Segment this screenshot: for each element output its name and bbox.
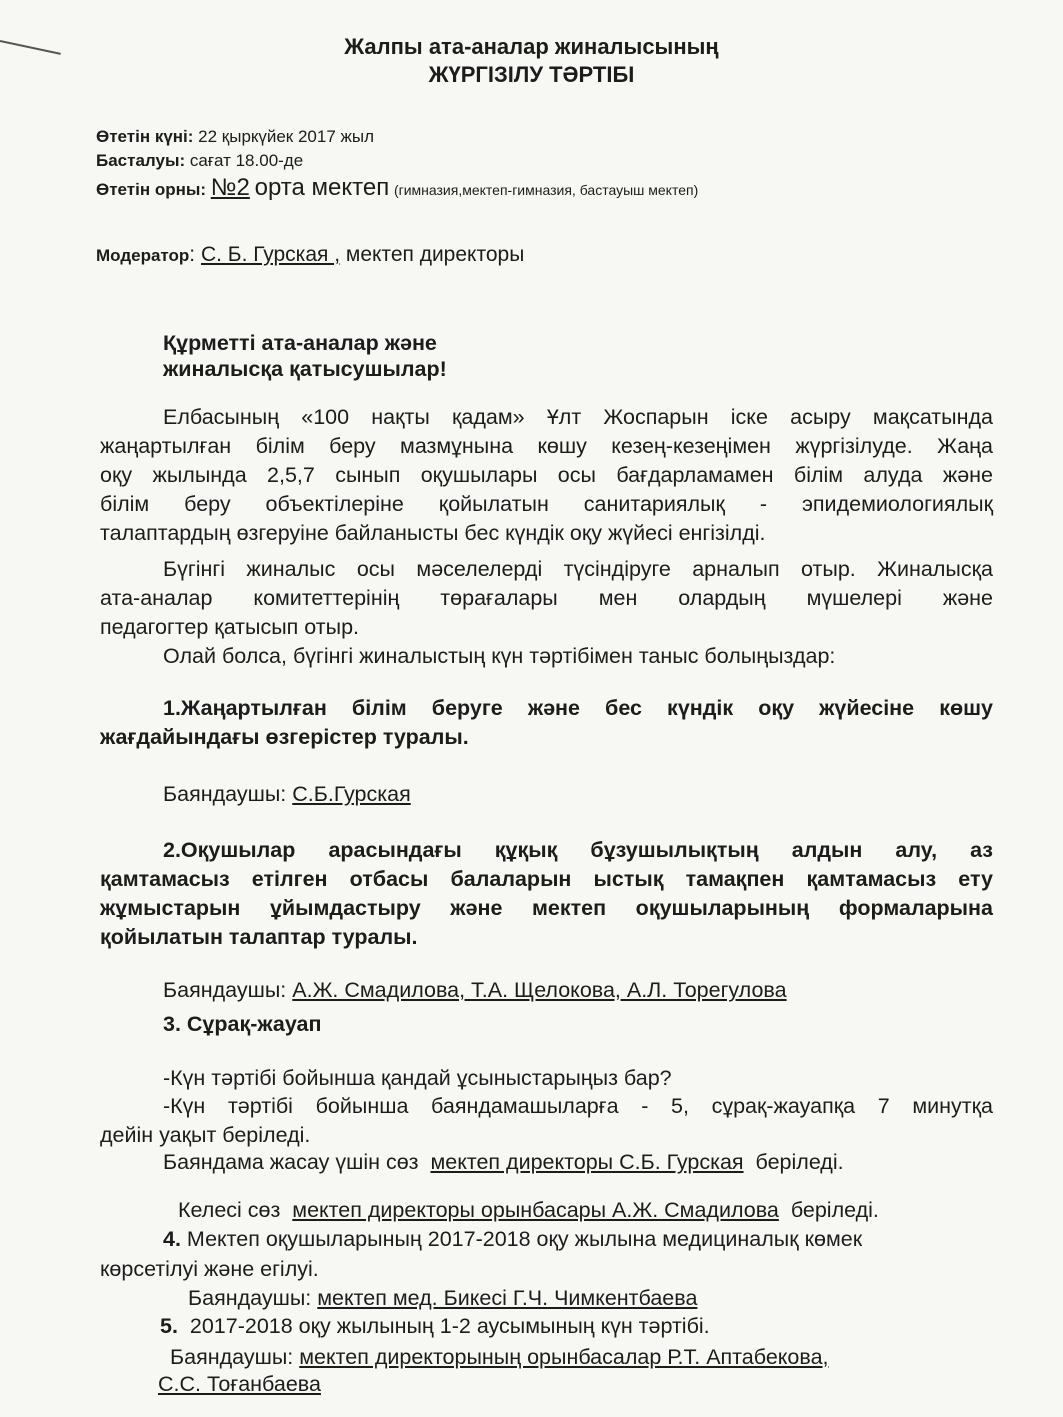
- item2-line4: қойылатын талаптар туралы.: [100, 925, 418, 949]
- report-post: беріледі.: [755, 1150, 844, 1174]
- item5-speaker: [170, 1345, 829, 1370]
- intro-line-4: білім беру объектілеріне қойылатын санитариялық - эпидемиологиялық: [100, 492, 993, 516]
- start-label: Басталуы:: [96, 151, 186, 170]
- intro-line-8: педагогтер қатысып отыр.: [100, 615, 360, 639]
- item1-line2: жағдайындағы өзгерістер туралы.: [100, 725, 469, 749]
- date-label: Өтетін күні:: [96, 127, 194, 146]
- item1-line1: 1.Жаңартылған білім беруге және бес күндік оқу жүйесіне көшу: [163, 696, 993, 720]
- item2-speaker-names: А.Ж. Смадилова, Т.А. Щелокова, А.Л. Торегулова: [292, 978, 787, 1002]
- intro-line-7: ата-аналар комитеттерінің төрағалары мен олардың мүшелері және: [100, 586, 993, 610]
- moderator-colon: :: [189, 243, 196, 266]
- report-speaker: мектеп директоры С.Б. Гурская: [430, 1150, 744, 1174]
- item2-line3: жұмыстарын ұйымдастыру және мектеп оқушыларының формаларына: [100, 896, 993, 920]
- item5-number: 5.: [160, 1314, 178, 1338]
- item4-text: Мектеп оқушыларының 2017-2018 оқу жылына медициналық көмек: [186, 1227, 863, 1251]
- item1-speaker-name: С.Б.Гурская: [292, 782, 411, 806]
- intro-line-2: жаңартылған білім беру мазмұнына көшу кезең-кезеңімен жүргізілуде. Жаңа: [100, 434, 993, 458]
- item5-line1: [160, 1314, 710, 1339]
- item2-line1: 2.Оқушылар арасындағы құқық бұзушылықтың алдын алу, аз: [163, 838, 993, 862]
- moderator-name: С. Б. Гурская ,: [200, 243, 341, 266]
- item5-speaker-line2: С.С. Тоғанбаева: [158, 1372, 321, 1396]
- intro-line-5: талаптардың өзгеруіне байланысты бес күндік оқу жүйесі енгізілді.: [100, 521, 766, 545]
- document-title-line2: ЖҮРГІЗІЛУ ТӘРТІБІ: [428, 62, 635, 87]
- meeting-start: [96, 151, 303, 171]
- report-pre: Баяндама жасау үшін сөз: [163, 1150, 419, 1174]
- meeting-date: [96, 127, 374, 147]
- intro-line-1: Елбасының «100 нақты қадам» Ұлт Жоспарын іске асыру мақсатында: [163, 405, 993, 429]
- item3-title: 3. Сұрақ-жауап: [163, 1012, 322, 1036]
- date-value: 22 қыркүйек 2017 жыл: [198, 127, 375, 146]
- place-value: орта мектеп: [254, 174, 390, 201]
- intro-line-6: Бүгінгі жиналыс осы мәселелерді түсіндіруге арналып отыр. Жиналысқа: [163, 557, 993, 581]
- next-speaker: мектеп директоры орынбасары А.Ж. Смадилова: [292, 1198, 779, 1222]
- item5-speaker-names: мектеп директорының орынбасалар Р.Т. Аптабекова,: [299, 1345, 829, 1369]
- item4-number: 4.: [163, 1227, 181, 1251]
- item5-speaker-label: Баяндаушы:: [170, 1345, 294, 1369]
- next-pre: Келесі сөз: [178, 1198, 281, 1222]
- place-number: №2: [210, 174, 250, 201]
- greeting-line2: жиналысқа қатысушылар!: [163, 357, 447, 381]
- item5-text: 2017-2018 оқу жылының 1-2 аусымының күн тәртібі.: [189, 1314, 710, 1338]
- item3-question2-line1: -Күн тәртібі бойынша баяндамашыларға - 5, сұрақ-жауапқа 7 минутқа: [163, 1094, 993, 1118]
- item3-report-line: [163, 1150, 844, 1175]
- item2-speaker-label: Баяндаушы:: [163, 978, 287, 1002]
- document-title-line1: Жалпы ата-аналар жиналысының: [344, 34, 719, 59]
- item3-question1: -Күн тәртібі бойынша қандай ұсыныстарыңыз бар?: [163, 1066, 672, 1090]
- item1-speaker-label: Баяндаушы:: [163, 782, 287, 806]
- moderator-role: мектеп директоры: [345, 243, 525, 266]
- start-value: сағат 18.00-де: [189, 151, 304, 170]
- item4-speaker: [188, 1286, 697, 1311]
- place-label: Өтетін орны:: [96, 180, 207, 199]
- item1-speaker: [163, 782, 411, 807]
- intro-line-3: оқу жылында 2,5,7 сынып оқушылары осы бағдарламамен білім алуда және: [100, 463, 993, 487]
- moderator-line: [96, 243, 524, 267]
- next-post: беріледі.: [790, 1198, 879, 1222]
- moderator-label: Модератор: [96, 246, 190, 265]
- item3-question2-line2: дейін уақыт беріледі.: [100, 1123, 311, 1147]
- item4-line1: [163, 1227, 862, 1252]
- item3-next-line: [178, 1198, 879, 1223]
- intro-line-9: Олай болса, бүгінгі жиналыстың күн тәртібімен таныс болыңыздар:: [163, 644, 836, 668]
- item2-line2: қамтамасыз етілген отбасы балаларын ыстық тамақпен қамтамасыз ету: [100, 867, 993, 891]
- item2-speaker: [163, 978, 787, 1003]
- meeting-place: [96, 174, 698, 202]
- item4-speaker-name: мектеп мед. Бикесі Г.Ч. Чимкентбаева: [317, 1286, 698, 1310]
- item4-speaker-label: Баяндаушы:: [188, 1286, 312, 1310]
- item4-line2: көрсетілуі және егілуі.: [100, 1257, 319, 1281]
- place-note: (гимназия,мектеп-гимназия, бастауыш мектеп): [393, 182, 699, 198]
- greeting-line1: Құрметті ата-аналар және: [163, 331, 437, 355]
